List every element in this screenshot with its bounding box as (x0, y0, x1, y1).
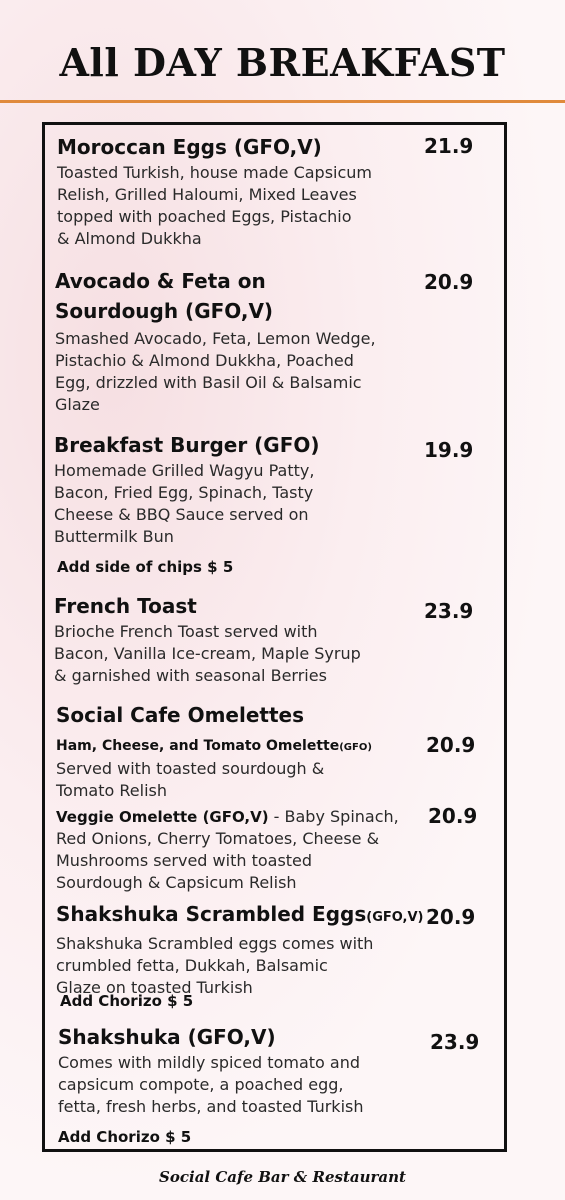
item-description: Served with toasted sourdough & Tomato Relish (56, 759, 325, 800)
menu-item-moroccan-eggs (57, 132, 427, 250)
item-description: Smashed Avocado, Feta, Lemon Wedge, Pistachio & Almond Dukkha, Poached Egg, drizzled with Basil Oil & Balsamic Glaze (55, 329, 376, 414)
item-name: Avocado & Feta on Sourdough (GFO,V) (55, 269, 274, 323)
menu-item-breakfast-burger (54, 430, 424, 548)
item-name: Veggie Omelette (GFO,V) (56, 808, 269, 826)
item-description: Homemade Grilled Wagyu Patty, Bacon, Fried Egg, Spinach, Tasty Cheese & BBQ Sauce served on Buttermilk Bun (54, 461, 315, 546)
page-title: All DAY BREAKFAST (59, 40, 506, 85)
item-price: 23.9 (424, 599, 474, 623)
item-description: Comes with mildly spiced tomato and capsicum compote, a poached egg, fetta, fresh herbs, and toasted Turkish (58, 1053, 364, 1116)
item-description: Brioche French Toast served with Bacon, Vanilla Ice-cream, Maple Syrup & garnished with seasonal Berries (54, 622, 361, 685)
menu-item-avocado-feta (55, 266, 425, 416)
item-addon: Add Chorizo $ 5 (58, 1128, 192, 1146)
item-name: French Toast (54, 594, 197, 618)
item-price: 20.9 (426, 905, 476, 929)
item-price: 20.9 (424, 270, 474, 294)
item-name: Moroccan Eggs (GFO,V) (57, 135, 322, 159)
item-price: 23.9 (430, 1030, 480, 1054)
item-name: Shakshuka (GFO,V) (58, 1025, 276, 1049)
item-addon: Add side of chips $ 5 (57, 558, 234, 576)
item-price: 20.9 (426, 733, 476, 757)
item-price: 19.9 (424, 438, 474, 462)
item-description: Shakshuka Scrambled eggs comes with crumbled fetta, Dukkah, Balsamic Glaze on toasted Turkish (56, 934, 374, 997)
item-name: Shakshuka Scrambled Eggs(GFO,V) (56, 902, 424, 926)
item-addon: Add Chorizo $ 5 (60, 992, 194, 1010)
item-description: Red Onions, Cherry Tomatoes, Cheese & Mushrooms served with toasted Sourdough & Capsicum Relish (56, 829, 380, 892)
menu-item-shakshuka-scrambled (56, 899, 426, 999)
item-description-inline: - Baby Spinach, (268, 807, 399, 826)
menu-item-ham-cheese-omelette (56, 736, 426, 802)
restaurant-name-footer: Social Cafe Bar & Restaurant (159, 1168, 406, 1186)
item-name: Social Cafe Omelettes (56, 703, 304, 727)
item-price: 21.9 (424, 134, 474, 158)
menu-section-omelettes (56, 700, 406, 730)
item-name: Breakfast Burger (GFO) (54, 433, 320, 457)
item-name: Ham, Cheese, and Tomato Omelette(GFO) (56, 738, 372, 754)
menu-item-shakshuka (58, 1022, 428, 1118)
menu-item-french-toast (54, 591, 424, 687)
item-description: Toasted Turkish, house made Capsicum Relish, Grilled Haloumi, Mixed Leaves topped with poached Eggs, Pistachio & Almond Dukkha (57, 163, 373, 248)
title-underline (0, 100, 565, 103)
item-price: 20.9 (428, 804, 478, 828)
menu-item-veggie-omelette (56, 806, 428, 894)
